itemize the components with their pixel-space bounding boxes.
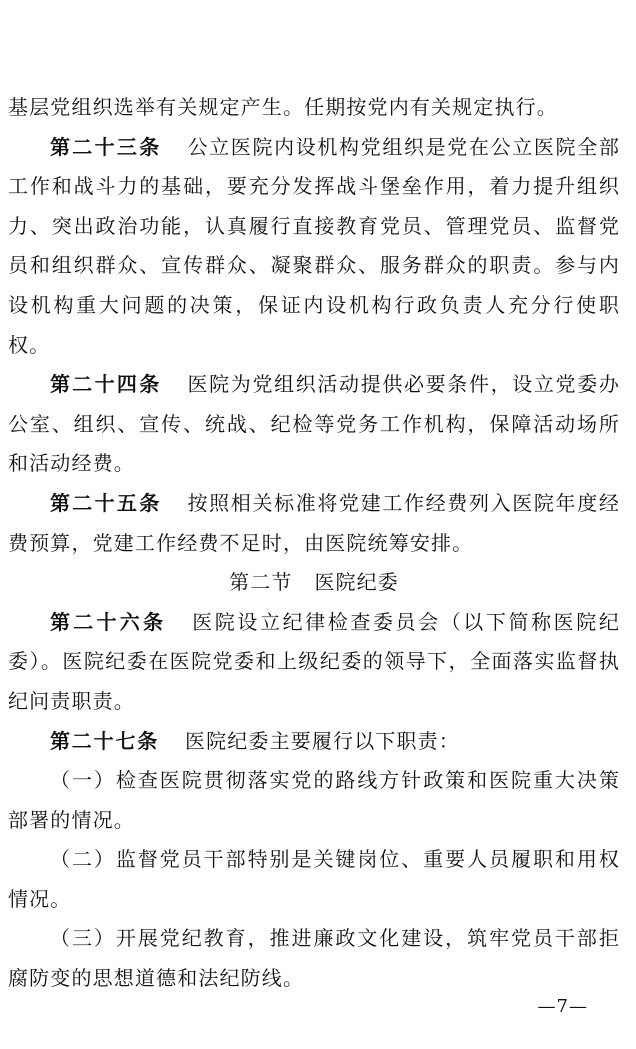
list-item-3 — [8, 919, 620, 998]
article-25 — [8, 484, 620, 563]
page-number: —7— — [537, 996, 588, 1017]
section-number: 第二节 — [229, 570, 293, 595]
article-text: 医院为党组织活动提供必要条件，设立党委办公室、组织、宣传、统战、纪检等党务工作机构，保障活动场所和活动经费。 — [8, 372, 620, 476]
article-number: 第二十三条 — [50, 134, 162, 159]
article-text: 公立医院内设机构党组织是党在公立医院全部工作和战斗力的基础，要充分发挥战斗堡垒作用，着力提升组织力、突出政治功能，认真履行直接教育党员、管理党员、监督党员和组织群众、宣传群众、凝聚群众、服务群众的职责。参与内设机构重大问题的决策，保证内设机构行政负责人充分行使职权。 — [8, 134, 620, 357]
article-number: 第二十六条 — [50, 609, 167, 634]
article-27 — [8, 722, 620, 762]
article-text: 按照相关标准将党建工作经费列入医院年度经费预算，党建工作经费不足时，由医院统筹安排。 — [8, 490, 620, 555]
list-item-text: （三）开展党纪教育，推进廉政文化建设，筑牢党员干部拒腐防变的思想道德和法纪防线。 — [8, 926, 620, 991]
list-item-2 — [8, 840, 620, 919]
article-23 — [8, 128, 620, 366]
article-text: 医院纪委主要履行以下职责： — [185, 728, 460, 753]
paragraph-continuation — [8, 88, 620, 128]
article-24 — [8, 365, 620, 484]
document-body — [8, 88, 620, 999]
article-number: 第二十四条 — [50, 372, 162, 397]
list-item-text: （一）检查医院贯彻落实党的路线方针政策和医院重大决策部署的情况。 — [8, 768, 620, 832]
list-item-1 — [8, 761, 620, 840]
list-item-text: （二）监督党员干部特别是关键岗位、重要人员履职和用权情况。 — [8, 847, 620, 911]
article-text: 医院设立纪律检查委员会（以下简称医院纪委）。医院纪委在医院党委和上级纪委的领导下，全面落实监督执纪问责职责。 — [8, 609, 621, 713]
section-heading — [8, 563, 620, 603]
article-26 — [8, 603, 620, 722]
article-number: 第二十七条 — [50, 728, 159, 753]
section-title: 医院纪委 — [314, 570, 399, 595]
article-number: 第二十五条 — [50, 490, 162, 515]
paragraph-text: 基层党组织选举有关规定产生。任期按党内有关规定执行。 — [8, 95, 558, 119]
